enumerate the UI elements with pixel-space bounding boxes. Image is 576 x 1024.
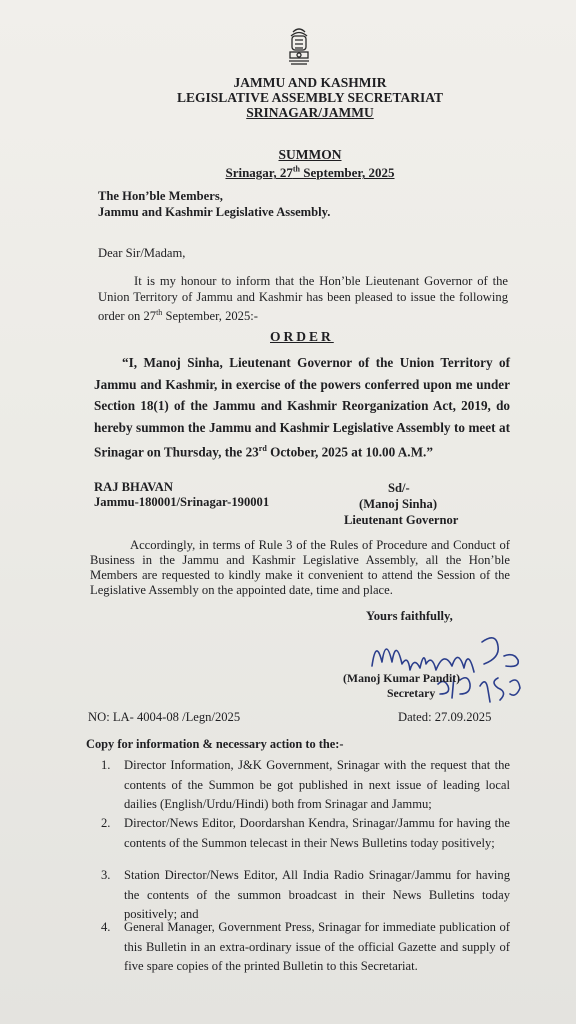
- order-text: “I, Manoj Sinha, Lieutenant Governor of the Union Territory of Jammu and Kashmir, in exercise of the powers conferred upon me under Section 18(1) of the Jammu and Kashmir Reorganization Act, 2019, do hereby summon the Jammu and Kashmir Legislative Assembly to meet at Srinagar on Thursday, the 23: [94, 355, 510, 460]
- salutation: Dear Sir/Madam,: [98, 246, 186, 260]
- copy-item: Station Director/News Editor, All India Radio Srinagar/Jammu for having the contents of the summon broadcast in their News Bulletins today positively; and: [124, 868, 510, 921]
- summon-date-suffix: September, 2025: [300, 165, 395, 181]
- reference-number: NO: LA- 4004-08 /Legn/2025: [88, 710, 241, 724]
- copy-item-number: 1.: [101, 758, 111, 772]
- intro-text-end: September, 2025:-: [162, 309, 258, 324]
- order-title: [270, 329, 334, 345]
- header-location: [0, 105, 576, 120]
- addressee-line1: The Hon’ble Members,: [98, 189, 223, 203]
- summon-date: [0, 162, 576, 180]
- summon-title: [0, 147, 576, 162]
- order-sup: rd: [258, 444, 267, 453]
- summon-date-text: [225, 165, 394, 180]
- header-location-text: SRINAGAR/JAMMU: [246, 105, 374, 120]
- copy-item-number: 3.: [101, 868, 111, 882]
- intro-text: It is my honour to inform that the Hon’ble Lieutenant Governor of the Union Territory of Jammu and Kashmir has been pleased to issue the following order on 27: [98, 274, 508, 324]
- intro-paragraph: [98, 274, 508, 325]
- header-subtitle: LEGISLATIVE ASSEMBLY SECRETARIAT: [176, 90, 444, 105]
- rajbhavan-address: Jammu-180001/Srinagar-190001: [94, 495, 270, 509]
- copy-item-number: 4.: [101, 920, 111, 934]
- order-title-text: ORDER: [270, 329, 334, 344]
- secretary-name: (Manoj Kumar Pandit): [343, 671, 461, 685]
- header-title: JAMMU AND KASHMIR: [233, 75, 387, 90]
- copy-heading: Copy for information & necessary action to the:-: [86, 737, 344, 751]
- summon-title-text: SUMMON: [278, 147, 342, 162]
- rajbhavan-name: RAJ BHAVAN: [94, 480, 173, 494]
- reference-date: Dated: 27.09.2025: [398, 710, 492, 724]
- addressee-line2: Jammu and Kashmir Legislative Assembly.: [98, 205, 331, 219]
- order-paragraph: [94, 352, 510, 463]
- lg-name: (Manoj Sinha): [359, 497, 438, 511]
- lg-designation: Lieutenant Governor: [344, 513, 459, 527]
- secretary-designation: Secretary: [387, 686, 436, 700]
- copy-item: General Manager, Government Press, Srinagar for immediate publication of this Bulletin in an extra-ordinary issue of the official Gazette and supply of five spare copies of the printed Bulletin to this Secretariat.: [124, 920, 510, 973]
- copy-item: Director Information, J&K Government, Srinagar with the request that the contents of the Summon be got published in next issue of leading local dailies (English/Urdu/Hindi) both from Srinagar and Jammu;: [124, 758, 510, 811]
- state-emblem-icon: [284, 26, 314, 68]
- lg-sd: Sd/-: [388, 481, 410, 495]
- copy-item-number: 2.: [101, 816, 111, 830]
- summon-date-prefix: Srinagar, 27: [225, 165, 293, 181]
- order-text-end: October, 2025 at 10.00 A.M.”: [266, 444, 433, 460]
- closing: Yours faithfully,: [366, 609, 453, 623]
- summon-date-sup: th: [292, 165, 301, 174]
- copy-item: Director/News Editor, Doordarshan Kendra, Srinagar/Jammu for having the contents of the Summon telecast in their News Bulletins today positively;: [124, 816, 510, 850]
- accordingly-paragraph: Accordingly, in terms of Rule 3 of the Rules of Procedure and Conduct of Business in the Jammu and Kashmir Legislative Assembly, all the Hon’ble Members are requested to kindly make it convenient to attend the Session of the Legislative Assembly on the appointed date, time and place.: [90, 538, 510, 597]
- intro-sup: th: [156, 308, 163, 317]
